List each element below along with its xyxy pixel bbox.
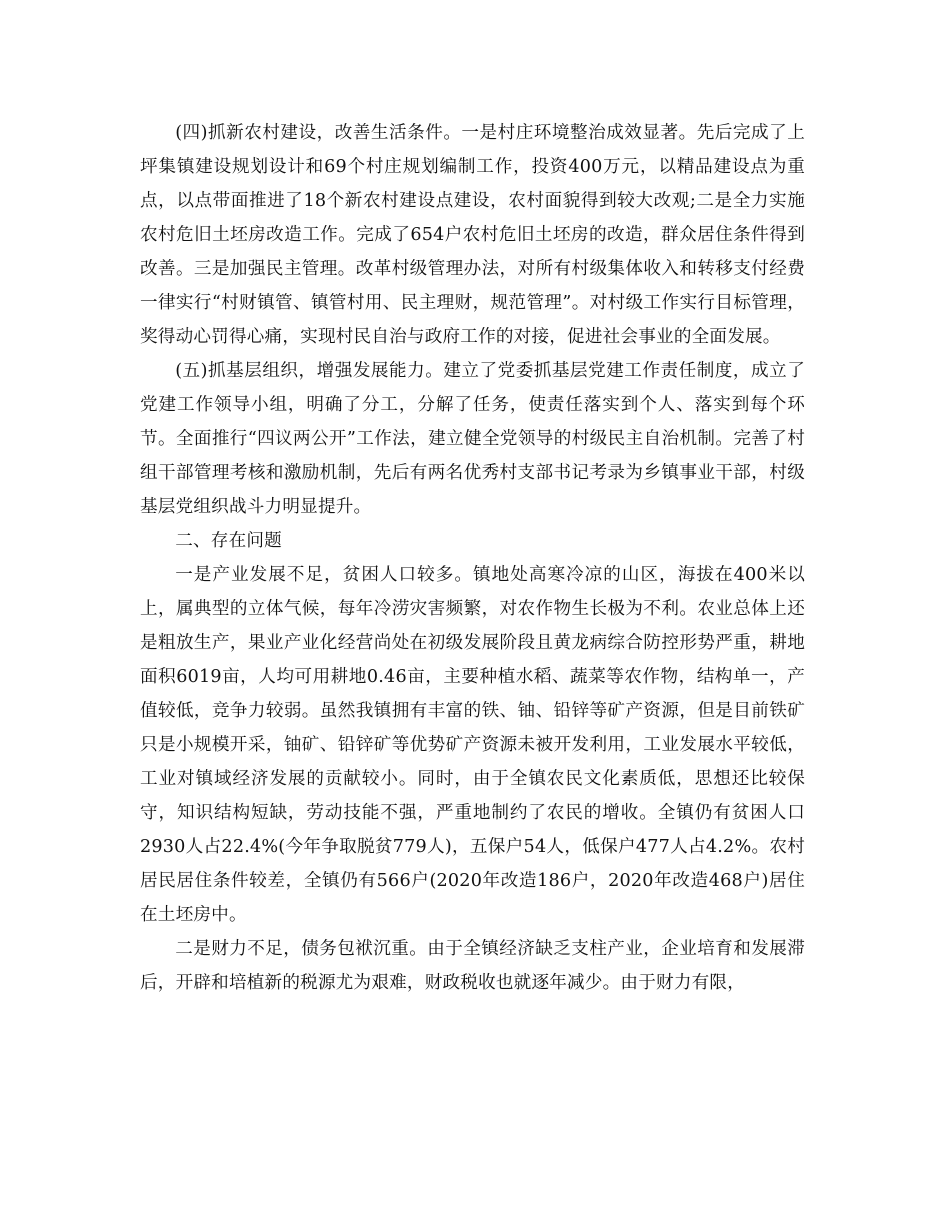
document-body xyxy=(140,116,805,1000)
paragraph-new-rural-construction: (四)抓新农村建设，改善生活条件。一是村庄环境整治成效显著。先后完成了上坪集镇建设规划设计和69个村庄规划编制工作，投资400万元，以精品建设点为重点，以点带面推进了18个新农村建设点建设，农村面貌得到较大改观;二是全力实施农村危旧土坯房改造工作。完成了654户农村危旧土坯房的改造，群众居住条件得到改善。三是加强民主管理。改革村级管理办法，对所有村级集体收入和转移支付经费一律实行“村财镇管、镇管村用、民主理财，规范管理”。对村级工作实行目标管理，奖得动心罚得心痛，实现村民自治与政府工作的对接，促进社会事业的全面发展。 xyxy=(140,123,805,347)
section-heading-existing-problems: 二、存在问题 xyxy=(175,531,282,551)
paragraph-industry-poverty: 一是产业发展不足，贫困人口较多。镇地处高寒冷凉的山区，海拔在400米以上，属典型的立体气候，每年冷涝灾害频繁，对农作物生长极为不利。农业总体上还是粗放生产，果业产业化经营尚处在初级发展阶段且黄龙病综合防控形势严重，耕地面积6019亩，人均可用耕地0.46亩，主要种植水稻、蔬菜等农作物，结构单一，产值较低，竞争力较弱。虽然我镇拥有丰富的铁、铀、铅锌等矿产资源，但是目前铁矿只是小规模开采，铀矿、铅锌矿等优势矿产资源未被开发利用，工业发展水平较低，工业对镇域经济发展的贡献较小。同时，由于全镇农民文化素质低，思想还比较保守，知识结构短缺，劳动技能不强，严重地制约了农民的增收。全镇仍有贫困人口2930人占22.4%(今年争取脱贫779人)，五保户54人，低保户477人占4.2%。农村居民居住条件较差，全镇仍有566户(2020年改造186户，2020年改造468户)居住在土坯房中。 xyxy=(140,565,805,925)
paragraph-finance-debt: 二是财力不足，债务包袱沉重。由于全镇经济缺乏支柱产业，企业培育和发展滞后，开辟和培植新的税源尤为艰难，财政税收也就逐年减少。由于财力有限， xyxy=(140,939,805,993)
paragraph-grassroots-organization: (五)抓基层组织，增强发展能力。建立了党委抓基层党建工作责任制度，成立了党建工作领导小组，明确了分工，分解了任务，使责任落实到个人、落实到每个环节。全面推行“四议两公开”工作法，建立健全党领导的村级民主自治机制。完善了村组干部管理考核和激励机制，先后有两名优秀村支部书记考录为乡镇事业干部，村级基层党组织战斗力明显提升。 xyxy=(140,361,805,517)
